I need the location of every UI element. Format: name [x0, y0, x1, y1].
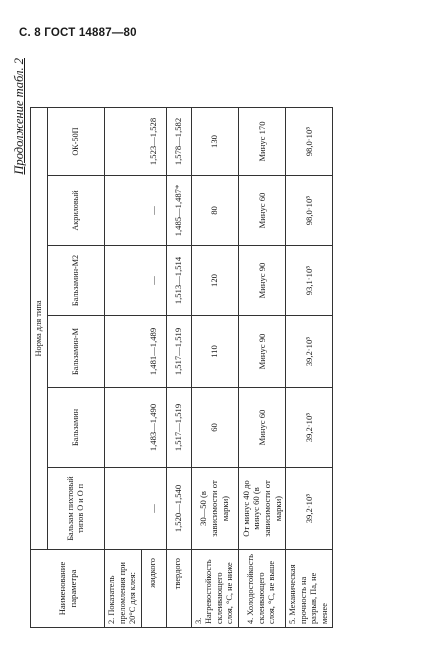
value-cell: 98,0·10⁵ — [286, 108, 333, 176]
value-cell: 130 — [191, 108, 238, 176]
value-cell: Минус 90 — [238, 246, 286, 316]
value-cell: 98,0·10⁵ — [286, 176, 333, 246]
column-header: Бальзамин-М — [48, 316, 105, 388]
table-row — [238, 108, 286, 628]
param-cell: 4. Холодостойкость склеивающего слоя, °С, не выше — [238, 550, 286, 628]
value-cell: 80 — [191, 176, 238, 246]
spec-table — [30, 107, 333, 628]
page-header: С. 8 ГОСТ 14887—80 — [19, 27, 137, 39]
norm-group-header: Норма для типа — [31, 108, 48, 550]
column-header: Бальзамин-М2 — [48, 246, 105, 316]
value-cell — [105, 468, 142, 550]
value-cell: 39,2·10⁵ — [286, 316, 333, 388]
table-sheet — [10, 56, 390, 636]
column-header: Акриловый — [48, 176, 105, 246]
table-row — [166, 108, 191, 628]
column-header: ОК-50П — [48, 108, 105, 176]
value-cell: От минус 40 до минус 60 (в зависимости от марки) — [238, 468, 286, 550]
param-cell: 3. Нагревостойкость склеивающего слоя, °С, не ниже — [191, 550, 238, 628]
value-cell — [105, 246, 142, 316]
value-cell: — — [141, 176, 166, 246]
table-row — [141, 108, 166, 628]
value-cell: — — [141, 468, 166, 550]
value-cell: Минус 170 — [238, 108, 286, 176]
value-cell: 1,517—1,519 — [166, 388, 191, 468]
value-cell: 1,523—1,528 — [141, 108, 166, 176]
value-cell: 1,481—1,489 — [141, 316, 166, 388]
value-cell: Минус 60 — [238, 388, 286, 468]
param-cell: жидкого — [141, 550, 166, 628]
value-cell — [105, 388, 142, 468]
value-cell: 1,578—1,582 — [166, 108, 191, 176]
value-cell — [105, 176, 142, 246]
value-cell: Минус 90 — [238, 316, 286, 388]
value-cell: 1,517—1,519 — [166, 316, 191, 388]
value-cell — [105, 108, 142, 176]
value-cell: 1,485—1,487* — [166, 176, 191, 246]
value-cell: 39,2·10⁵ — [286, 388, 333, 468]
table-row — [191, 108, 238, 628]
value-cell: 1,483—1,490 — [141, 388, 166, 468]
value-cell: 120 — [191, 246, 238, 316]
value-cell: 39,2·10⁵ — [286, 468, 333, 550]
value-cell: 110 — [191, 316, 238, 388]
value-cell: 30—50 (в зависимости от марки) — [191, 468, 238, 550]
value-cell: 60 — [191, 388, 238, 468]
param-cell: 5. Механическая прочность на разрыв, Па, не менее — [286, 550, 333, 628]
value-cell: 1,513—1,514 — [166, 246, 191, 316]
param-cell: твердого — [166, 550, 191, 628]
value-cell: Минус 60 — [238, 176, 286, 246]
table-row — [286, 108, 333, 628]
value-cell: 93,1·10⁵ — [286, 246, 333, 316]
value-cell — [105, 316, 142, 388]
column-header: Бальзам пихтовый типов О и О п — [48, 468, 105, 550]
table-row — [105, 108, 142, 628]
column-header: Бальзамин — [48, 388, 105, 468]
value-cell: — — [141, 246, 166, 316]
param-cell: 2. Показатель преломления при 20°С для клея: — [105, 550, 142, 628]
param-column-header: Наименование параметра — [31, 550, 105, 628]
table-caption: Продолжение табл. 2 — [12, 58, 26, 175]
value-cell: 1,520—1,540 — [166, 468, 191, 550]
